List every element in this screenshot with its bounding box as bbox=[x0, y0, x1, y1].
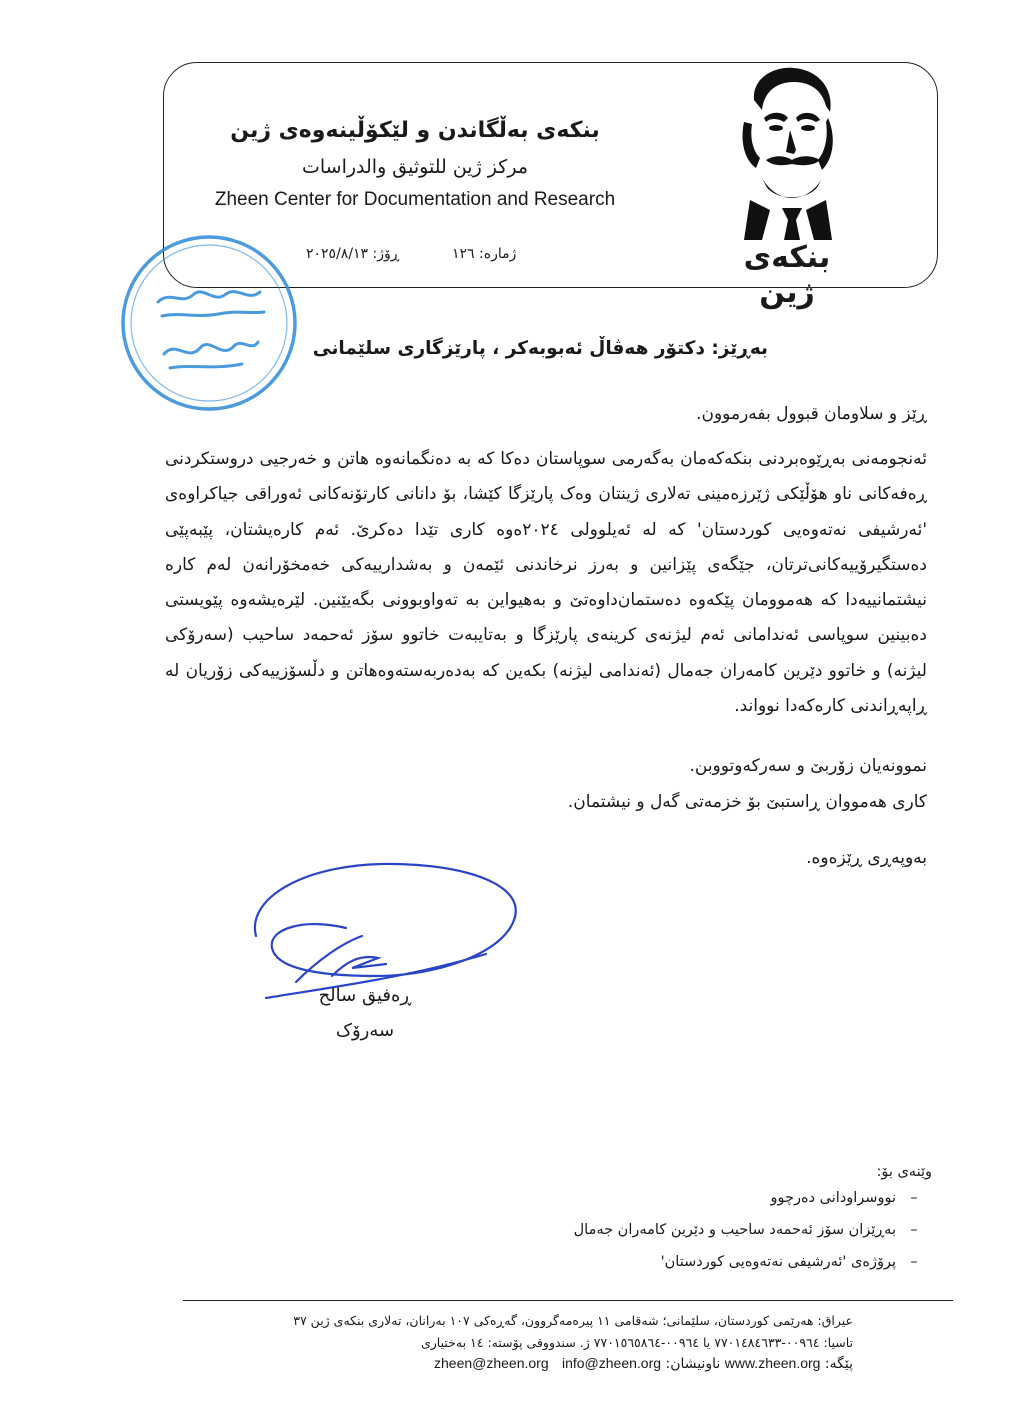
cc-item-text: بەڕێزان سۆز ئەحمەد ساحیب و دێرین کامەران جەمال bbox=[573, 1222, 896, 1238]
website-link[interactable]: www.zheen.org bbox=[724, 1355, 821, 1371]
cc-item-text: نووسراودانی دەرچوو bbox=[770, 1190, 896, 1206]
closing-line: بەوپەڕی ڕێزەوە. bbox=[806, 848, 927, 868]
email-link-primary[interactable]: zheen@zheen.org bbox=[434, 1355, 549, 1371]
org-name-kurdish: بنکەی بەڵگاندن و لێکۆڵینەوەی ژین bbox=[230, 118, 600, 143]
footer-phone: تاسیا: ٠٠٩٦٤-٧٧٠١٤٨٤٦٣٣ یا ٠٠٩٦٤-٧٧٠١٥٦٥٨٦٤ ژ. سندووقی پۆستە: ١٤ بەختیاری bbox=[420, 1335, 853, 1350]
footer-contact bbox=[183, 1355, 853, 1372]
cc-label: وێنەی بۆ: bbox=[876, 1164, 932, 1180]
footer-address: عیراق: هەرێمی کوردستان، سلێمانی؛ شەقامی ١١ پیرەمەگروون، گەڕەکی ١٠٧ بەرانان، تەلاری بنکەی ژین ٣٧ bbox=[293, 1313, 853, 1328]
prayer-line: کاری هەمووان ڕاستبێ بۆ خزمەتی گەل و نیشتمان. bbox=[567, 792, 927, 812]
website-label: پێگە: bbox=[824, 1356, 853, 1372]
cc-item-text: پرۆژەی 'ئەرشیفی نەتەوەیی کوردستان' bbox=[660, 1254, 896, 1270]
signer-title: سەرۆک bbox=[335, 1020, 395, 1041]
cc-item: –پرۆژەی 'ئەرشیفی نەتەوەیی کوردستان' bbox=[660, 1254, 918, 1270]
footer-divider bbox=[183, 1300, 953, 1301]
org-name-english: Zheen Center for Documentation and Research bbox=[214, 189, 616, 210]
email-link-secondary[interactable]: info@zheen.org bbox=[561, 1355, 662, 1371]
signer-name: ڕەفیق سالح bbox=[318, 985, 412, 1006]
cc-item: –نووسراودانی دەرچوو bbox=[770, 1190, 918, 1206]
portrait-logo bbox=[722, 60, 852, 240]
logo-caption: بنکەی ژین bbox=[743, 240, 831, 310]
greeting: ڕێز و سلاومان قبوول بفەرموون. bbox=[696, 404, 927, 424]
reference-number: ژمارە: ١٢٦ bbox=[452, 246, 517, 262]
wish-line: نموونەیان زۆربێ و سەرکەوتووبن. bbox=[689, 756, 927, 776]
cc-item: –بەڕێزان سۆز ئەحمەد ساحیب و دێرین کامەران جەمال bbox=[573, 1222, 918, 1238]
issued-stamp bbox=[118, 232, 300, 414]
main-paragraph: ئەنجومەنی بەڕێوەبردنی بنکەکەمان بەگەرمی سوپاستان دەکا کە بە دەنگمانەوە هاتن و خەرجیی دروستکردنی ڕەفەکانی ناو هۆڵێکی ژێرزەمینی تەلاری ژینتان وەک پارێزگا کێشا، بۆ دانانی کارتۆنەکانی ئەوراقی جیاکراوەی 'ئەرشیفی نەتەوەیی کوردستان' کە لە ئەیلوولی ٢٠٢٤ەوە کاری تێدا دەکرێ. ئەم کارەیشتان، پێبەپێی دەستگیرۆییەکانی‌ترتان، جێگەی پێزانین و بەرز نرخاندنی ئێمەن و بەشدارییەکی خەمخۆرانەن لەم کارە نیشتمانییەدا کە هەموومان پێکەوە دەستمان‌داوەتێ و بەهیواین بە تەواوبوونی بگەیێنین. لێرەیشەوە پێویستی دەبینین سوپاسی ئەندامانی ئەم لیژنەی کرینەی پارێزگا و بەتایبەت خاتوو سۆز ئەحمەد ساحیب (سەرۆکی لیژنە) و خاتوو دێرین کامەران جەمال (ئەندامی لیژنە) بکەین کە بەدەربەستەوەهاتن و دڵسۆزییەکی زۆریان لە ڕاپەڕاندنی کارەکەدا نوواند. bbox=[165, 449, 927, 717]
org-name-arabic: مرکز ژين للتوثيق والدراسات bbox=[302, 156, 528, 178]
email-label: ناونیشان: bbox=[665, 1356, 721, 1372]
letter-date: ڕۆژ: ٢٠٢٥/٨/١٣ bbox=[306, 246, 400, 262]
addressee-line: بەڕێز: دکتۆر هەڤاڵ ئەبوبەکر ، پارێزگاری سلێمانی bbox=[312, 338, 768, 359]
